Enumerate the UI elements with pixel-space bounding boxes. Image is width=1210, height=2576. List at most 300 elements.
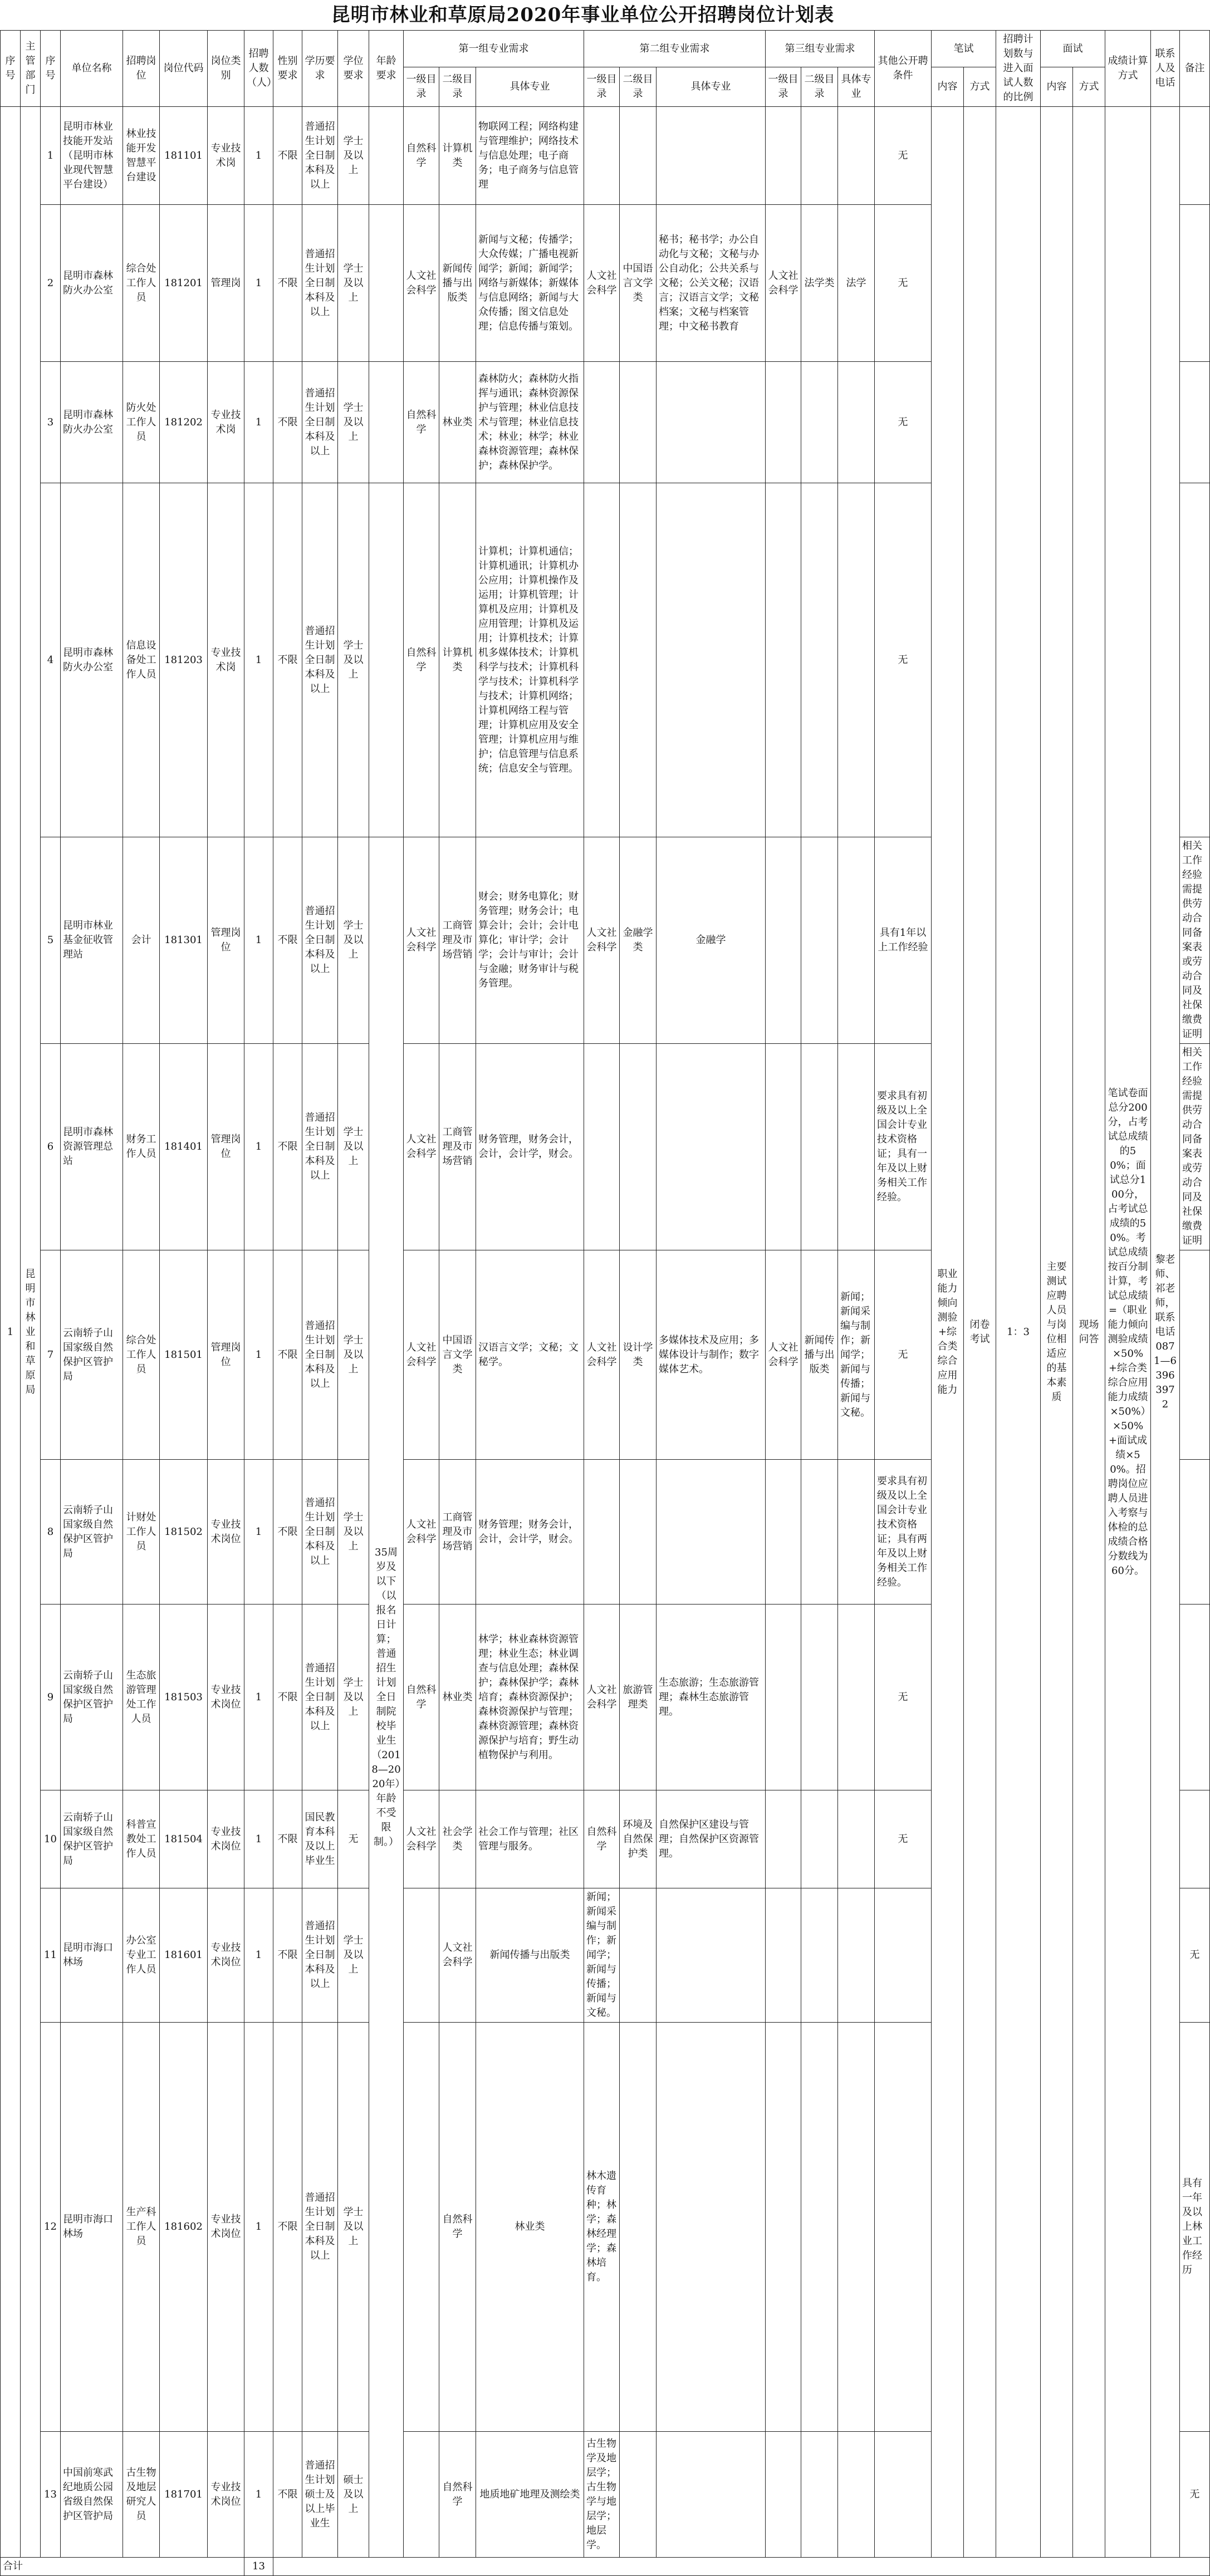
row-degree: 学士及以上 [338, 1250, 369, 1460]
group-dept: 昆明市林业和草原局 [21, 107, 41, 2558]
row-no: 3 [41, 362, 61, 483]
row-g3-lvl1 [766, 1790, 801, 1888]
header-edu: 学历要求 [302, 31, 338, 107]
row-g2-lvl2 [657, 2432, 766, 2558]
total-label: 合计 [1, 2558, 244, 2576]
row-g2-lvl2: 旅游管理类 [620, 1605, 657, 1790]
row-g1-lvl1: 人文社会科学 [404, 837, 439, 1044]
row-g3-lvl1 [766, 1460, 801, 1605]
row-g3-lvl2 [801, 483, 838, 837]
row-age-blank [369, 362, 404, 483]
row-g1-lvl2: 工商管理及市场营销 [439, 837, 476, 1044]
row-g1-specific: 新闻；新闻采编与制作；新闻学；新闻与传播；新闻与文秘。 [584, 1888, 620, 2023]
row-g2-lvl1 [584, 1460, 620, 1605]
row-gender: 不限 [273, 205, 302, 362]
header-type: 岗位类别 [208, 31, 244, 107]
row-g3-lvl2 [801, 1460, 838, 1605]
row-g3-specific [838, 1790, 875, 1888]
row-no: 5 [41, 837, 61, 1044]
row-g1-specific: 财务管理；财务会计，会计，会计学，财会。 [476, 1460, 584, 1605]
row-g3-lvl2 [801, 1605, 838, 1790]
row-unit: 中国前寒武纪地质公园省级自然保护区管护局 [61, 2432, 123, 2558]
row-count: 1 [244, 205, 273, 362]
row-g1-specific: 新闻与文秘；传播学；大众传媒；广播电视新闻学；新闻；新闻学；网络与新媒体；新媒体与信息网络；新闻与大众传播；图文信息处理；信息传播与策划。 [476, 205, 584, 362]
row-post: 生产科工作人员 [123, 2023, 160, 2432]
row-type: 专业技术岗 [208, 483, 244, 837]
shared-age: 35周岁及以下（以报名日计算；普通招生计划全日制院校毕业生（2018—2020年）年龄不受限制。） [369, 837, 404, 2558]
row-g3-lvl2 [801, 107, 838, 205]
row-g1-lvl1: 自然科学 [439, 2023, 476, 2432]
row-degree: 学士及以上 [338, 483, 369, 837]
row-g1-specific: 财务管理，财务会计，会计，会计学，财会。 [476, 1044, 584, 1250]
row-g2-lvl2: 设计学类 [620, 1250, 657, 1460]
row-g3-lvl1: 人文社会科学 [766, 1250, 801, 1460]
row-post: 信息设备处工作人员 [123, 483, 160, 837]
row-code: 181701 [160, 2432, 208, 2558]
row-other: 无 [875, 1790, 932, 1888]
row-count: 1 [244, 1250, 273, 1460]
row-age-blank [404, 1888, 439, 2023]
row-count: 1 [244, 107, 273, 205]
row-g1-lvl2: 计算机类 [439, 107, 476, 205]
row-g3-specific [838, 1605, 875, 1790]
row-g2-lvl2: 金融学类 [620, 837, 657, 1044]
header-ratio: 招聘计划数与进入面试人数的比例 [996, 31, 1041, 107]
row-note: 相关工作经验需提供劳动合同备案表或劳动合同及社保缴费证明 [1180, 837, 1210, 1044]
row-no: 12 [41, 2023, 61, 2432]
row-type: 专业技术岗位 [208, 2023, 244, 2432]
row-note [1180, 1250, 1210, 1460]
header-written: 笔试 [932, 31, 996, 67]
row-code: 181602 [160, 2023, 208, 2432]
row-g1-lvl1: 自然科学 [404, 107, 439, 205]
header-g2-specific: 具体专业 [657, 67, 766, 107]
row-g2-lvl1 [584, 483, 620, 837]
row-count: 1 [244, 2432, 273, 2558]
row-code: 181201 [160, 205, 208, 362]
row-g2-specific: 多媒体技术及应用；多媒体设计与制作；数字媒体艺术。 [657, 1250, 766, 1460]
row-g1-lvl1: 人文社会科学 [404, 1250, 439, 1460]
row-post: 古生物及地层研究人员 [123, 2432, 160, 2558]
row-gender: 不限 [273, 837, 302, 1044]
total-row [1, 2558, 1210, 2576]
shared-written-method: 闭卷考试 [964, 107, 996, 2558]
row-post: 计财处工作人员 [123, 1460, 160, 1605]
row-gender: 不限 [273, 362, 302, 483]
row-g2-lvl2: 环境及自然保护类 [620, 1790, 657, 1888]
header-other: 其他公开聘条件 [875, 31, 932, 107]
row-g3-lvl2 [801, 1044, 838, 1250]
row-note [1180, 362, 1210, 483]
header-degree: 学位要求 [338, 31, 369, 107]
row-unit: 昆明市海口林场 [61, 1888, 123, 2023]
row-degree: 学士及以上 [338, 1605, 369, 1790]
row-code: 181501 [160, 1250, 208, 1460]
row-g1-lvl2: 林业类 [439, 1605, 476, 1790]
header-row-1 [1, 31, 1210, 67]
table-body [1, 107, 1210, 2576]
row-g2-lvl2: 中国语言文学类 [620, 205, 657, 362]
row-degree: 硕士及以上 [338, 2432, 369, 2558]
row-edu: 普通招生计划硕士及以上毕业生 [302, 2432, 338, 2558]
row-age-blank [404, 2432, 439, 2558]
row-post: 科普宣教处工作人员 [123, 1790, 160, 1888]
row-code: 181301 [160, 837, 208, 1044]
row-g3-lvl2 [801, 362, 838, 483]
row-no: 4 [41, 483, 61, 837]
header-group2: 第二组专业需求 [584, 31, 766, 67]
header-written-method: 方式 [964, 67, 996, 107]
row-g2-specific [657, 107, 766, 205]
row-g3-specific [838, 1044, 875, 1250]
row-g1-specific: 汉语言文学；文秘；文秘学。 [476, 1250, 584, 1460]
row-age-blank [369, 205, 404, 362]
row-g3-lvl2 [838, 1888, 875, 2023]
row-no: 2 [41, 205, 61, 362]
row-count: 1 [244, 1888, 273, 2023]
row-g3-lvl1 [766, 107, 801, 205]
row-unit: 云南轿子山国家级自然保护区管护局 [61, 1250, 123, 1460]
row-count: 1 [244, 2023, 273, 2432]
row-gender: 不限 [273, 2023, 302, 2432]
row-count: 1 [244, 483, 273, 837]
row-no: 6 [41, 1044, 61, 1250]
row-g2-lvl1 [584, 1044, 620, 1250]
total-blank [273, 2558, 1210, 2576]
row-age-blank [369, 107, 404, 205]
row-degree: 学士及以上 [338, 1888, 369, 2023]
row-type: 专业技术岗位 [208, 1605, 244, 1790]
row-g2-specific [657, 1460, 766, 1605]
row-g1-lvl2: 新闻传播与出版类 [439, 205, 476, 362]
row-edu: 普通招生计划全日制本科及以上 [302, 1605, 338, 1790]
shared-written-content: 职业能力倾向测验+综合类综合应用能力 [932, 107, 964, 2558]
row-g3-lvl1 [801, 2023, 838, 2432]
row-g3-specific: 新闻；新闻采编与制作；新闻学；新闻与传播；新闻与文秘。 [838, 1250, 875, 1460]
row-g1-lvl1: 自然科学 [404, 483, 439, 837]
header-no: 序号 [41, 31, 61, 107]
row-post: 综合处工作人员 [123, 205, 160, 362]
row-unit: 云南轿子山国家级自然保护区管护局 [61, 1460, 123, 1605]
row-unit: 昆明市森林防火办公室 [61, 205, 123, 362]
row-no: 11 [41, 1888, 61, 2023]
row-code: 181202 [160, 362, 208, 483]
row-count: 1 [244, 1605, 273, 1790]
row-g3-specific [838, 837, 875, 1044]
row-g2-lvl2 [620, 1460, 657, 1605]
header-g3-lvl1: 一级目录 [766, 67, 801, 107]
row-edu: 普通招生计划全日制本科及以上 [302, 483, 338, 837]
row-g2-lvl2 [620, 483, 657, 837]
row-gender: 不限 [273, 2432, 302, 2558]
row-g3-lvl2 [838, 2023, 875, 2432]
row-g1-specific: 古生物学及地层学；古生物学与地层学；地层学。 [584, 2432, 620, 2558]
row-other: 无 [1180, 2432, 1210, 2558]
row-g1-lvl1: 人文社会科学 [404, 1460, 439, 1605]
row-edu: 普通招生计划全日制本科及以上 [302, 837, 338, 1044]
row-unit: 昆明市海口林场 [61, 2023, 123, 2432]
header-g3-specific: 具体专业 [838, 67, 875, 107]
row-gender: 不限 [273, 107, 302, 205]
row-degree: 学士及以上 [338, 107, 369, 205]
row-code: 181503 [160, 1605, 208, 1790]
row-g3-specific [875, 2432, 932, 2558]
page-title: 昆明市林业和草原局2020年事业单位公开招聘岗位计划表 [331, 4, 835, 26]
row-g1-specific: 计算机；计算机通信；计算机通讯；计算机办公应用；计算机操作及运用；计算机管理；计算机及应用；计算机及应用管理；计算机及运用；计算机技术；计算机多媒体技术；计算机科学与技术；计算机科学与技术；计算机科学与技术；计算机网络；计算机网络工程与管理；计算机应用及安全管理；计算机应用与维护；信息管理与信息系统；信息安全与管理。 [476, 483, 584, 837]
row-count: 1 [244, 362, 273, 483]
row-post: 会计 [123, 837, 160, 1044]
row-note [1180, 1605, 1210, 1790]
header-interview: 面试 [1041, 31, 1105, 67]
row-g2-specific [766, 1888, 801, 2023]
row-degree: 学士及以上 [338, 1044, 369, 1250]
row-age-blank [369, 483, 404, 837]
row-note [1180, 483, 1210, 837]
header-g2-lvl1: 一级目录 [584, 67, 620, 107]
header-dept: 主管部门 [21, 31, 41, 107]
row-gender: 不限 [273, 1460, 302, 1605]
header-interview-content: 内容 [1041, 67, 1073, 107]
row-type: 专业技术岗位 [208, 1888, 244, 2023]
row-g3-lvl2 [801, 837, 838, 1044]
row-g2-specific [766, 2432, 801, 2558]
row-gender: 不限 [273, 483, 302, 837]
row-g3-specific [838, 362, 875, 483]
row-other: 无 [875, 483, 932, 837]
row-code: 181203 [160, 483, 208, 837]
row-g2-specific [657, 1044, 766, 1250]
row-g3-lvl1 [766, 1605, 801, 1790]
row-other: 要求具有初级及以上全国会计专业技术资格证；具有两年及以上财务相关工作经验。 [875, 1460, 932, 1605]
row-type: 专业技术岗位 [208, 1790, 244, 1888]
header-contact: 联系人及电话 [1151, 31, 1180, 107]
row-post: 林业技能开发智慧平台建设 [123, 107, 160, 205]
row-note: 相关工作经验需提供劳动合同备案表或劳动合同及社保缴费证明 [1180, 1044, 1210, 1250]
row-edu: 普通招生计划全日制本科及以上 [302, 1460, 338, 1605]
total-count: 13 [244, 2558, 273, 2576]
row-count: 1 [244, 837, 273, 1044]
row-other: 无 [875, 1250, 932, 1460]
row-post: 综合处工作人员 [123, 1250, 160, 1460]
row-degree: 学士及以上 [338, 1460, 369, 1605]
row-g3-lvl2 [838, 2432, 875, 2558]
row-post: 防火处工作人员 [123, 362, 160, 483]
header-score: 成绩计算方式 [1105, 31, 1151, 107]
row-no: 7 [41, 1250, 61, 1460]
header-g1-specific: 具体专业 [476, 67, 584, 107]
header-g1-lvl1: 一级目录 [404, 67, 439, 107]
row-g3-specific [838, 1460, 875, 1605]
shared-interview-content: 主要测试应聘人员与岗位相适应的基本素质 [1041, 107, 1073, 2558]
row-other: 无 [1180, 1888, 1210, 2023]
row-other: 要求具有初级及以上全国会计专业技术资格证；具有一年及以上财务相关工作经验。 [875, 1044, 932, 1250]
row-edu: 国民教育本科及以上毕业生 [302, 1790, 338, 1888]
row-age-blank [404, 2023, 439, 2432]
row-other: 无 [875, 205, 932, 362]
row-note [1180, 205, 1210, 362]
row-g2-lvl1: 人文社会科学 [584, 1605, 620, 1790]
row-g3-specific: 法学 [838, 205, 875, 362]
row-code: 181504 [160, 1790, 208, 1888]
row-g1-specific: 林学；林业森林资源管理；林业生态；林业调查与信息处理；森林保护；森林保护学；森林培育；森林资源保护；森林资源保护与管理；森林资源管理；森林资源保护与培育；野生动植物保护与利用。 [476, 1605, 584, 1790]
header-group3: 第三组专业需求 [766, 31, 875, 67]
row-degree: 学士及以上 [338, 205, 369, 362]
row-edu: 普通招生计划全日制本科及以上 [302, 205, 338, 362]
row-g1-specific: 社会工作与管理；社区管理与服务。 [476, 1790, 584, 1888]
row-other: 无 [875, 362, 932, 483]
header-unit: 单位名称 [61, 31, 123, 107]
row-g1-lvl1: 自然科学 [439, 2432, 476, 2558]
row-g3-lvl1 [801, 2432, 838, 2558]
row-edu: 普通招生计划全日制本科及以上 [302, 1888, 338, 2023]
row-g1-specific: 财会；财务电算化；财务管理；财务会计；电算会计；会计；会计电算化；审计学；会计学；会计与审计；会计与金融；财务审计与税务管理。 [476, 837, 584, 1044]
row-gender: 不限 [273, 1790, 302, 1888]
row-no: 8 [41, 1460, 61, 1605]
row-g3-specific [875, 2023, 932, 2432]
row-g1-lvl2: 林业类 [476, 2023, 584, 2432]
shared-contact: 黎老师、祁老师，联系电话0871—63963972 [1151, 107, 1180, 2558]
shared-ratio: 1：3 [996, 107, 1041, 2558]
row-g2-specific [657, 362, 766, 483]
row-g3-lvl2: 新闻传播与出版类 [801, 1250, 838, 1460]
row-unit: 昆明市森林资源管理总站 [61, 1044, 123, 1250]
header-gender: 性别要求 [273, 31, 302, 107]
row-other: 无 [875, 1605, 932, 1790]
row-no: 9 [41, 1605, 61, 1790]
row-type: 管理岗 [208, 205, 244, 362]
row-g3-lvl1 [766, 1044, 801, 1250]
row-g1-lvl2: 新闻传播与出版类 [476, 1888, 584, 2023]
row-g2-lvl2 [657, 1888, 766, 2023]
row-g3-specific [875, 1888, 932, 2023]
header-written-content: 内容 [932, 67, 964, 107]
row-g2-specific [657, 483, 766, 837]
row-count: 1 [244, 1460, 273, 1605]
row-type: 专业技术岗 [208, 107, 244, 205]
row-g3-lvl1 [766, 483, 801, 837]
row-gender: 不限 [273, 1044, 302, 1250]
row-count: 1 [244, 1044, 273, 1250]
row-no: 10 [41, 1790, 61, 1888]
header-g1-lvl2: 二级目录 [439, 67, 476, 107]
row-code: 181502 [160, 1460, 208, 1605]
row-gender: 不限 [273, 1888, 302, 2023]
header-g3-lvl2: 二级目录 [801, 67, 838, 107]
row-g1-specific: 林木遗传育种；林学；森林经理学；森林培育。 [584, 2023, 620, 2432]
header-group1: 第一组专业需求 [404, 31, 584, 67]
header-g2-lvl2: 二级目录 [620, 67, 657, 107]
row-g1-lvl2: 林业类 [439, 362, 476, 483]
row-type: 管理岗位 [208, 1044, 244, 1250]
row-g2-lvl1: 人文社会科学 [584, 205, 620, 362]
row-g2-specific: 生态旅游；生态旅游管理；森林生态旅游管理。 [657, 1605, 766, 1790]
row-no: 13 [41, 2432, 61, 2558]
row-g3-lvl1 [766, 837, 801, 1044]
row-type: 管理岗位 [208, 837, 244, 1044]
row-g1-specific: 物联网工程；网络构建与管理维护；网络技术与信息处理；电子商务；电子商务与信息管理 [476, 107, 584, 205]
row-code: 181601 [160, 1888, 208, 2023]
row-type: 专业技术岗 [208, 362, 244, 483]
row-edu: 普通招生计划全日制本科及以上 [302, 2023, 338, 2432]
row-type: 专业技术岗位 [208, 1460, 244, 1605]
header-note: 备注 [1180, 31, 1210, 107]
row-count: 1 [244, 1790, 273, 1888]
row-g1-lvl2: 计算机类 [439, 483, 476, 837]
row-post: 生态旅游管理处工作人员 [123, 1605, 160, 1790]
row-unit: 昆明市林业技能开发站（昆明市林业现代智慧平台建设） [61, 107, 123, 205]
row-g2-lvl1 [584, 107, 620, 205]
recruitment-plan-table [0, 30, 1210, 2576]
row-g2-lvl1 [584, 362, 620, 483]
row-note [1180, 1790, 1210, 1888]
row-g1-lvl2: 地质地矿地理及测绘类 [476, 2432, 584, 2558]
row-g3-specific [838, 483, 875, 837]
row-g1-lvl1: 人文社会科学 [439, 1888, 476, 2023]
row-unit: 昆明市森林防火办公室 [61, 483, 123, 837]
row-g2-lvl2 [620, 107, 657, 205]
row-edu: 普通招生计划全日制本科及以上 [302, 1044, 338, 1250]
row-code: 181101 [160, 107, 208, 205]
row-g1-lvl2: 工商管理及市场营销 [439, 1044, 476, 1250]
row-g1-lvl1: 人文社会科学 [404, 1790, 439, 1888]
row-unit: 昆明市林业基金征收管理站 [61, 837, 123, 1044]
row-gender: 不限 [273, 1250, 302, 1460]
header-post: 招聘岗位 [123, 31, 160, 107]
row-no: 1 [41, 107, 61, 205]
row-post: 财务工作人员 [123, 1044, 160, 1250]
row-g1-lvl2: 工商管理及市场营销 [439, 1460, 476, 1605]
row-g2-lvl1: 人文社会科学 [584, 1250, 620, 1460]
row-g1-lvl1: 自然科学 [404, 362, 439, 483]
row-unit: 云南轿子山国家级自然保护区管护局 [61, 1605, 123, 1790]
row-g2-lvl2 [620, 1044, 657, 1250]
row-unit: 昆明市森林防火办公室 [61, 362, 123, 483]
shared-score: 笔试卷面总分200分，占考试总成绩的50%；面试总分100分，占考试总成绩的50%。考试总成绩按百分制计算，考试总成绩=（职业能力倾向测验成绩×50%+综合类综合应用能力成绩×50%）×50%+面试成绩×50%。招聘岗位应聘人员进入考察与体检的总成绩合格分数线为60分。 [1105, 107, 1151, 2558]
header-interview-method: 方式 [1073, 67, 1105, 107]
row-g2-lvl2 [620, 362, 657, 483]
row-g1-specific: 森林防火；森林防火指挥与通讯；森林资源保护与管理；林业信息技术与管理；林业信息技术；林业；林学；林业森林资源管理；森林保护；森林保护学。 [476, 362, 584, 483]
row-degree: 学士及以上 [338, 837, 369, 1044]
row-g3-lvl1 [801, 1888, 838, 2023]
row-g1-lvl1: 自然科学 [404, 1605, 439, 1790]
row-g2-specific: 金融学 [657, 837, 766, 1044]
row-other: 具有1年以上工作经验 [875, 837, 932, 1044]
row-g2-lvl1 [620, 1888, 657, 2023]
row-g2-specific [766, 2023, 801, 2432]
row-g2-lvl1 [620, 2432, 657, 2558]
row-post: 办公室专业工作人员 [123, 1888, 160, 2023]
row-g3-lvl2: 法学类 [801, 205, 838, 362]
header-age: 年龄要求 [369, 31, 404, 107]
row-other: 具有一年及以上林业工作经历 [1180, 2023, 1210, 2432]
row-degree: 学士及以上 [338, 2023, 369, 2432]
table-row [1, 107, 1210, 205]
row-degree: 无 [338, 1790, 369, 1888]
header-seq: 序号 [1, 31, 21, 107]
group-seq: 1 [1, 107, 21, 2558]
row-g1-lvl2: 社会学类 [439, 1790, 476, 1888]
row-g1-lvl1: 人文社会科学 [404, 205, 439, 362]
row-g2-lvl1: 人文社会科学 [584, 837, 620, 1044]
row-g3-lvl2 [801, 1790, 838, 1888]
row-code: 181401 [160, 1044, 208, 1250]
row-edu: 普通招生计划全日制本科及以上 [302, 362, 338, 483]
row-other: 无 [875, 107, 932, 205]
row-g2-specific: 自然保护区建设与管理；自然保护区资源管理。 [657, 1790, 766, 1888]
row-g3-lvl1 [766, 362, 801, 483]
row-unit: 云南轿子山国家级自然保护区管护局 [61, 1790, 123, 1888]
header-code: 岗位代码 [160, 31, 208, 107]
